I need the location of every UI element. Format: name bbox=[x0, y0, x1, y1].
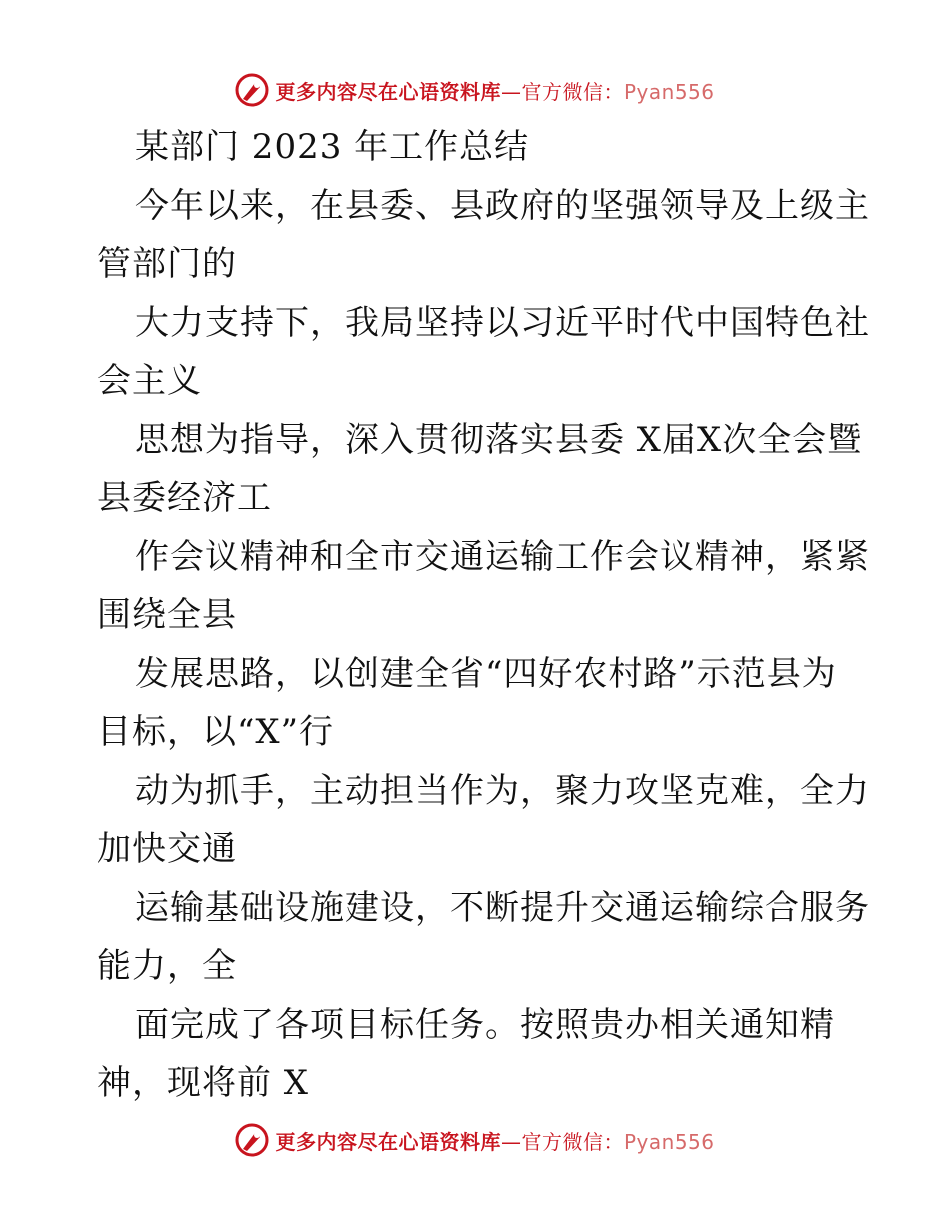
document-title: 某部门 2023 年工作总结 bbox=[135, 127, 530, 167]
paragraph-line: 目标，以“X”行 bbox=[97, 712, 334, 752]
document-body bbox=[97, 118, 870, 1113]
paragraph-line: 思想为指导，深入贯彻落实县委 X届X次全会暨 bbox=[135, 419, 863, 460]
header-banner bbox=[0, 70, 950, 110]
paragraph-line: 动为抓手，主动担当作为，聚力攻坚克难，全力 bbox=[135, 770, 870, 811]
paragraph-line: 能力，全 bbox=[97, 946, 237, 986]
paragraph-line: 面完成了各项目标任务。按照贵办相关通知精 bbox=[135, 1004, 835, 1045]
paragraph-line: 作会议精神和全市交通运输工作会议精神，紧紧 bbox=[135, 536, 870, 577]
banner-main-text: 更多内容尽在心语资料库 bbox=[275, 1129, 501, 1154]
paragraph-line: 大力支持下，我局坚持以习近平时代中国特色社 bbox=[135, 302, 870, 343]
paragraph-line: 运输基础设施建设，不断提升交通运输综合服务 bbox=[135, 887, 870, 928]
paragraph-line: 发展思路，以创建全省“四好农村路”示范县为 bbox=[135, 653, 837, 694]
banner-wechat-id: Pyan556 bbox=[623, 79, 715, 104]
banner-wechat-label: 官方微信： bbox=[521, 1129, 624, 1154]
paragraph-line: 今年以来，在县委、县政府的坚强领导及上级主 bbox=[135, 185, 870, 226]
pen-nib-logo-icon bbox=[235, 1123, 269, 1157]
pen-nib-logo-icon bbox=[235, 73, 269, 107]
banner-separator: — bbox=[500, 79, 522, 104]
paragraph-line: 县委经济工 bbox=[97, 478, 272, 518]
banner-text bbox=[275, 76, 714, 105]
banner-separator: — bbox=[500, 1129, 522, 1154]
banner-text bbox=[275, 1126, 714, 1155]
banner-wechat-id: Pyan556 bbox=[623, 1129, 715, 1154]
paragraph-line: 管部门的 bbox=[97, 244, 237, 284]
paragraph-line: 神，现将前 X bbox=[97, 1063, 310, 1103]
banner-main-text: 更多内容尽在心语资料库 bbox=[275, 79, 501, 104]
paragraph-line: 围绕全县 bbox=[97, 595, 237, 635]
banner-wechat-label: 官方微信： bbox=[521, 79, 624, 104]
paragraph-line: 加快交通 bbox=[97, 829, 237, 869]
paragraph-line: 会主义 bbox=[97, 361, 202, 401]
footer-banner bbox=[0, 1120, 950, 1160]
